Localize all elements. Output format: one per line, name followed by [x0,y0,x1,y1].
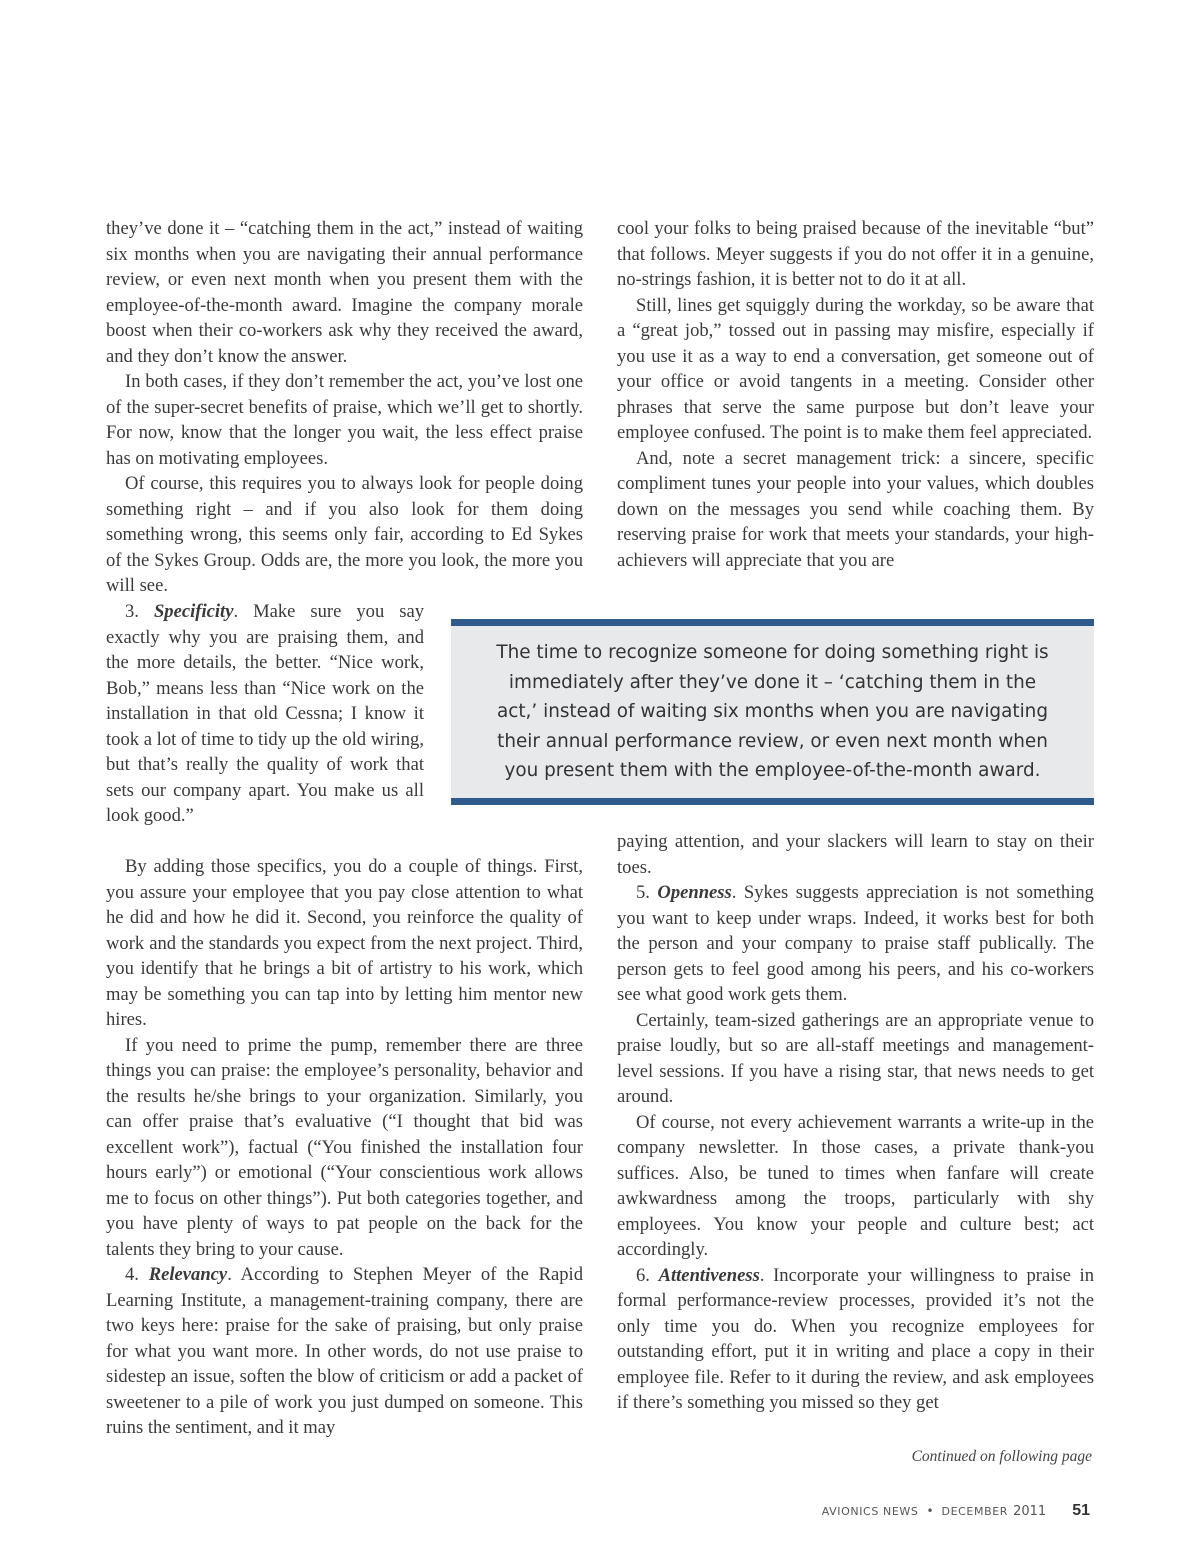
body-paragraph: cool your folks to being praised because of the inevitable “but” that follows. Meyer suggests if you do not offer it in a genuine, no-strings fashion, it is better not to do it at all. [617,218,1094,290]
body-paragraph: And, note a secret management trick: a sincere, specific compliment tunes your people into your values, which doubles down on the messages you send while coaching them. By reserving praise for work that meets your standards, your high-achievers will appreciate that you are [617,447,1094,571]
openness-text: . Sykes suggests appreciation is not something you want to keep under wraps. Indeed, it works best for both the person and your company to praise staff publically. The person gets to feel good among his peers, and his co-workers see what good work gets them. [617,882,1094,1005]
section-heading-openness: Openness [657,882,732,903]
specificity-text: . Make sure you say exactly why you are praising them, and the more details, the better. “Nice work, Bob,” means less than “Nice work on the installation in that old Cessna; I know it took a lot of time to tidy up the old wiring, but that’s really the quality of work that sets our company apart. You make us all look good.” [106,601,424,826]
pull-quote [451,619,1094,805]
item-number: 3. [125,601,139,622]
left-column-bottom [106,854,583,1441]
section-heading-attentiveness: Attentiveness [658,1264,760,1286]
body-paragraph: Certainly, team-sized gatherings are an appropriate venue to praise loudly, but so are all-staff meetings and management-level sessions. If you have a rising star, that news needs to get around. [617,1009,1094,1107]
body-paragraph: Of course, this requires you to always look for people doing something right – and if you also look for them doing something wrong, this seems only fair, according to Ed Sykes of the Sykes Group. Odds are, the more you look, the more you will see. [106,473,583,596]
openness-paragraph [617,880,1094,1008]
left-column-top [106,216,583,599]
issue-month: DECEMBER [941,1505,1009,1518]
attentiveness-text: . Incorporate your willingness to praise in formal performance-review processes, provided it’s not the only time you do. When you recognize employees for outstanding effort, put it in writing and place a copy in their employee file. Refer to it during the review, and ask employees if there’s something you missed so they get [617,1264,1094,1413]
relevancy-text: . According to Stephen Meyer of the Rapid Learning Institute, a management-training company, there are two keys here: praise for the sake of praising, but only praise for what you want more. In other words, do not use praise to sidestep an issue, soften the blow of criticism or add a packet of sweetener to a pile of work you just dumped on someone. This ruins the sentiment, and it may [106,1264,583,1438]
right-column-bottom [617,829,1094,1416]
item-number: 4. [125,1264,139,1285]
body-paragraph: paying attention, and your slackers will learn to stay on their toes. [617,831,1094,878]
body-paragraph: Of course, not every achievement warrants a write-up in the company newsletter. In those cases, a private thank-you suffices. Also, be tuned to times when fanfare will create awkwardness among the troops, particularly with shy employees. You know your people and culture best; act accordingly. [617,1111,1094,1260]
left-column-wrap [106,599,424,829]
body-paragraph: By adding those specifics, you do a couple of things. First, you assure your employee that you pay close attention to what he did and how he did it. Second, you reinforce the quality of work and the standards you expect from the next project. Third, you identify that he brings a bit of artistry to his work, which may be something you can tap into by letting him mentor new hires. [106,856,583,1030]
page-number: 51 [1072,1502,1090,1519]
body-paragraph: If you need to prime the pump, remember there are three things you can praise: the employee’s personality, behavior and the results he/she brings to your organization. Similarly, you can offer praise that’s evaluative (“I thought that bid was excellent work”), factual (“You finished the installation four hours early”) or emotional (“Your conscientious work allows me to focus on other things”). Put both categories together, and you have plenty of ways to pat people on the back for the talents they bring to your cause. [106,1034,583,1260]
section-heading-specificity: Specificity [153,601,234,622]
specificity-paragraph [106,599,424,829]
continued-note: Continued on following page [911,1448,1092,1465]
item-number: 5. [636,882,650,903]
pull-quote-text: The time to recognize someone for doing something right is immediately after they’ve done it – ‘catching them in the act,’ instead of waiting six months when you are navigating their annual performance review, or even next month when you present them with the employee-of-the-month award. [496,642,1049,782]
item-number: 6. [636,1264,650,1286]
body-paragraph: they’ve done it – “catching them in the act,” instead of waiting six months when you are navigating their annual performance review, or even next month when you present them with the employee-of-the-month award. Imagine the company morale boost when their co-workers ask why they received the award, and they don’t know the answer. [106,218,583,367]
publication-name: AVIONICS NEWS [821,1505,919,1518]
body-paragraph: Still, lines get squiggly during the workday, so be aware that a “great job,” tossed out in passing may misfire, especially if you use it as a way to end a conversation, get someone out of your office or avoid tangents in a meeting. Consider other phrases that serve the same purpose but don’t leave your employee confused. The point is to make them feel appreciated. [617,294,1094,443]
section-heading-relevancy: Relevancy [148,1264,228,1285]
footer-separator: • [926,1504,934,1518]
page-footer [822,1500,1090,1520]
relevancy-paragraph [106,1262,583,1441]
right-column-top [617,216,1094,573]
attentiveness-paragraph [617,1263,1094,1416]
body-paragraph: In both cases, if they don’t remember the act, you’ve lost one of the super-secret benefits of praise, which we’ll get to shortly. For now, know that the longer you wait, the less effect praise has on motivating employees. [106,371,583,469]
issue-year: 2011 [1013,1504,1047,1519]
